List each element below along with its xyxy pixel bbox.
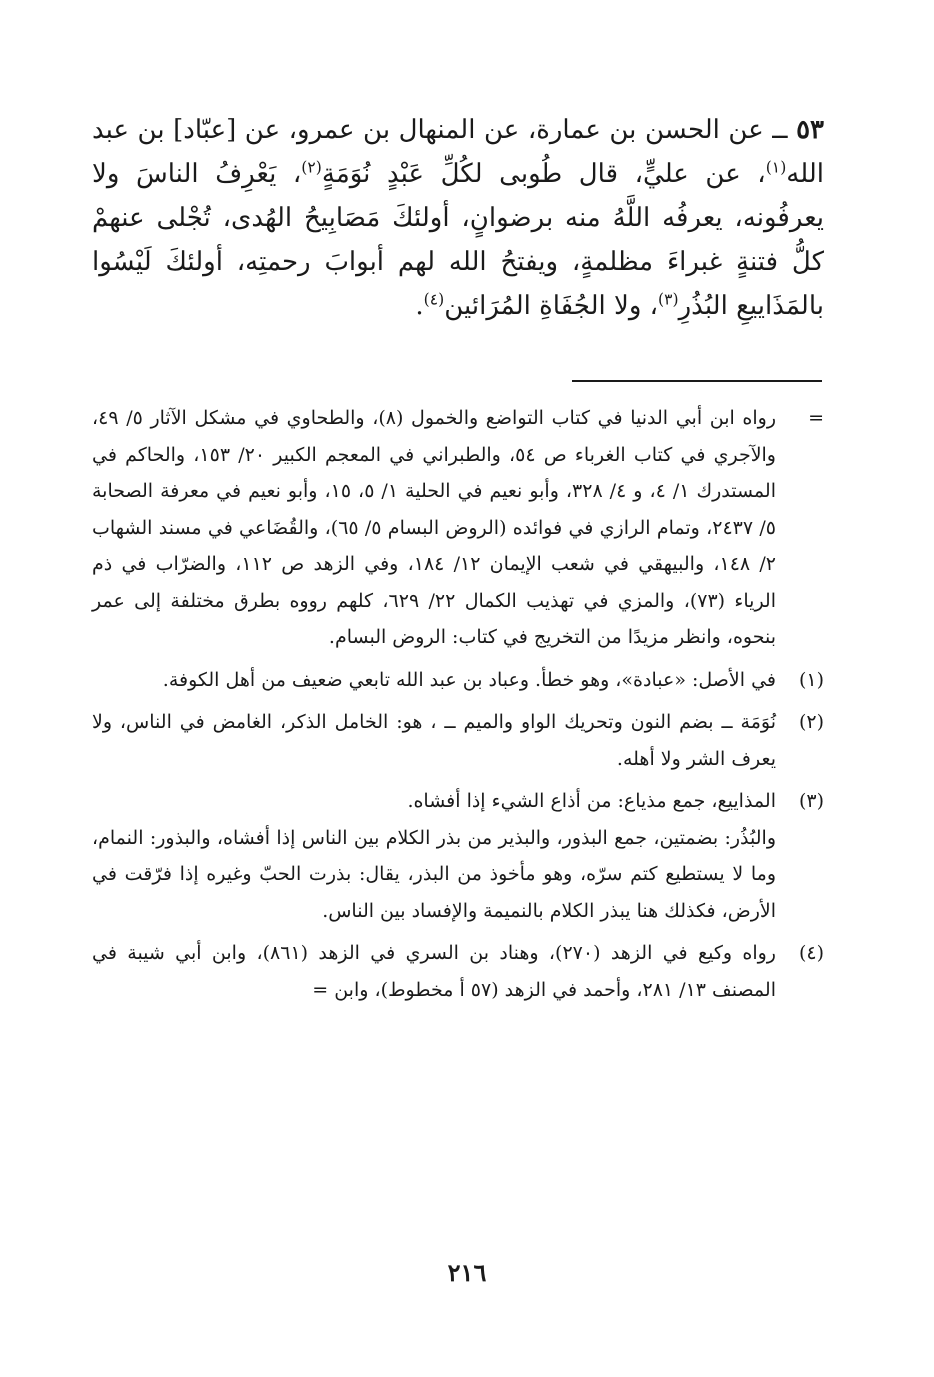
footnote-2-mark: (٢): [798, 711, 824, 733]
hadith-text-1: عن الحسن بن عمارة، عن المنهال بن عمرو، عن [عبّاد] بن عبد الله: [92, 115, 824, 189]
footnote-2-text: نُوَمَة ــ بضم النون وتحريك الواو والميم ــ ، هو: الخامل الذكر، الغامض في الناس، ولا يعرف الشر ولا أهله.: [92, 711, 776, 770]
footnote-4: [92, 935, 824, 1008]
footnote-1-mark: (١): [798, 668, 824, 691]
footnote-4-mark: (٤): [798, 942, 824, 964]
footnote-continued-mark: =: [808, 407, 824, 429]
footnote-2: [92, 704, 824, 777]
hadith-text-5: .: [415, 291, 424, 321]
hadith-text-2: ، عن عليٍّ، قال طُوبى لكُلِّ عَبْدٍ نُوَمَةٍ: [321, 159, 766, 189]
hadith-text-4: ، ولا الجُفَاةِ المُرَائين: [444, 291, 659, 321]
hadith-dash: ــ: [772, 115, 788, 145]
page-number: ٢١٦: [447, 1258, 487, 1287]
footnote-3: [92, 783, 824, 929]
hadith-paragraph: [92, 108, 824, 328]
footnote-ref-4: (٤): [423, 290, 445, 309]
hadith-number: ٥٣: [796, 115, 824, 145]
footnote-3-line-2: والبُذُر: بضمتين، جمع البذور، والبذير من بذر الكلام بين الناس إذا أفشاه، والبذور: النمام، وما لا يستطيع كتم سرّه، وهو مأخوذ من البذر، يقال: بذرت الحبّ وغيره إذا فرّقت في الأرض، فكذلك هنا يبذر الكلام بالنميمة والإفساد بين الناس.: [92, 826, 776, 922]
footnote-4-text: رواه وكيع في الزهد (٢٧٠)، وهناد بن السري في الزهد (٨٦١)، وابن أبي شيبة في المصنف ١٣/ ٢٨١، وأحمد في الزهد (٥٧ أ مخطوط)، وابن =: [92, 942, 776, 1001]
footnote-3-line-1: المذاييع، جمع مذياع: من أذاع الشيء إذا أفشاه.: [407, 790, 776, 812]
footnote-3-mark: (٣): [798, 790, 824, 812]
footnote-continued-text: رواه ابن أبي الدنيا في كتاب التواضع والخمول (٨)، والطحاوي في مشكل الآثار ٥/ ٤٩، والآجري في كتاب الغرباء ص ٥٤، والطبراني في المعجم الكبير ٢٠/ ١٥٣، والحاكم في المستدرك ١/ ٤، و ٤/ ٣٢٨، وأبو نعيم في الحلية ١/ ٥، ١٥، وأبو نعيم في معرفة الصحابة ٥/ ٢٤٣٧، وتمام الرازي في فوائده (الروض البسام ٥/ ٦٥)، والقُضَاعي في مسند الشهاب ٢/ ١٤٨، والبيهقي في شعب الإيمان ١٢/ ١٨٤، وفي الزهد ص ١١٢، والضرّاب في ذم الرياء (٧٣)، والمزي في تهذيب الكمال ٢٢/ ٦٢٩، كلهم رووه بطرق مختلفة إلى عمر بنحوه، وانظر مزيدًا من التخريج في كتاب: الروض البسام.: [92, 407, 776, 648]
footnote-1-text: في الأصل: «عبادة»، وهو خطأ. وعباد بن عبد الله تابعي ضعيف من أهل الكوفة.: [162, 668, 776, 691]
main-text-block: [92, 108, 824, 328]
footnotes-section: [92, 400, 824, 1014]
footnote-ref-1: (١): [765, 158, 787, 177]
footnote-continued: [92, 400, 824, 656]
hadith-text-3: ، يَعْرِفُ الناسَ ولا يعرفُونه، يعرفُه اللَّهُ منه برضوانٍ، أولئكَ مَصَابِيحُ الهُدى، تُجْلى عنهمْ كلُّ فتنةٍ غبراءَ مظلمةٍ، ويفتحُ الله لهم أبوابَ رحمتِه، أولئكَ لَيْسُوا بالمَذَاييعِ البُذُرِ: [92, 159, 824, 321]
footnote-1: [92, 662, 824, 699]
footnote-ref-2: (٢): [301, 158, 322, 177]
footnote-ref-3: (٣): [658, 290, 679, 309]
footnote-separator: [572, 380, 822, 382]
